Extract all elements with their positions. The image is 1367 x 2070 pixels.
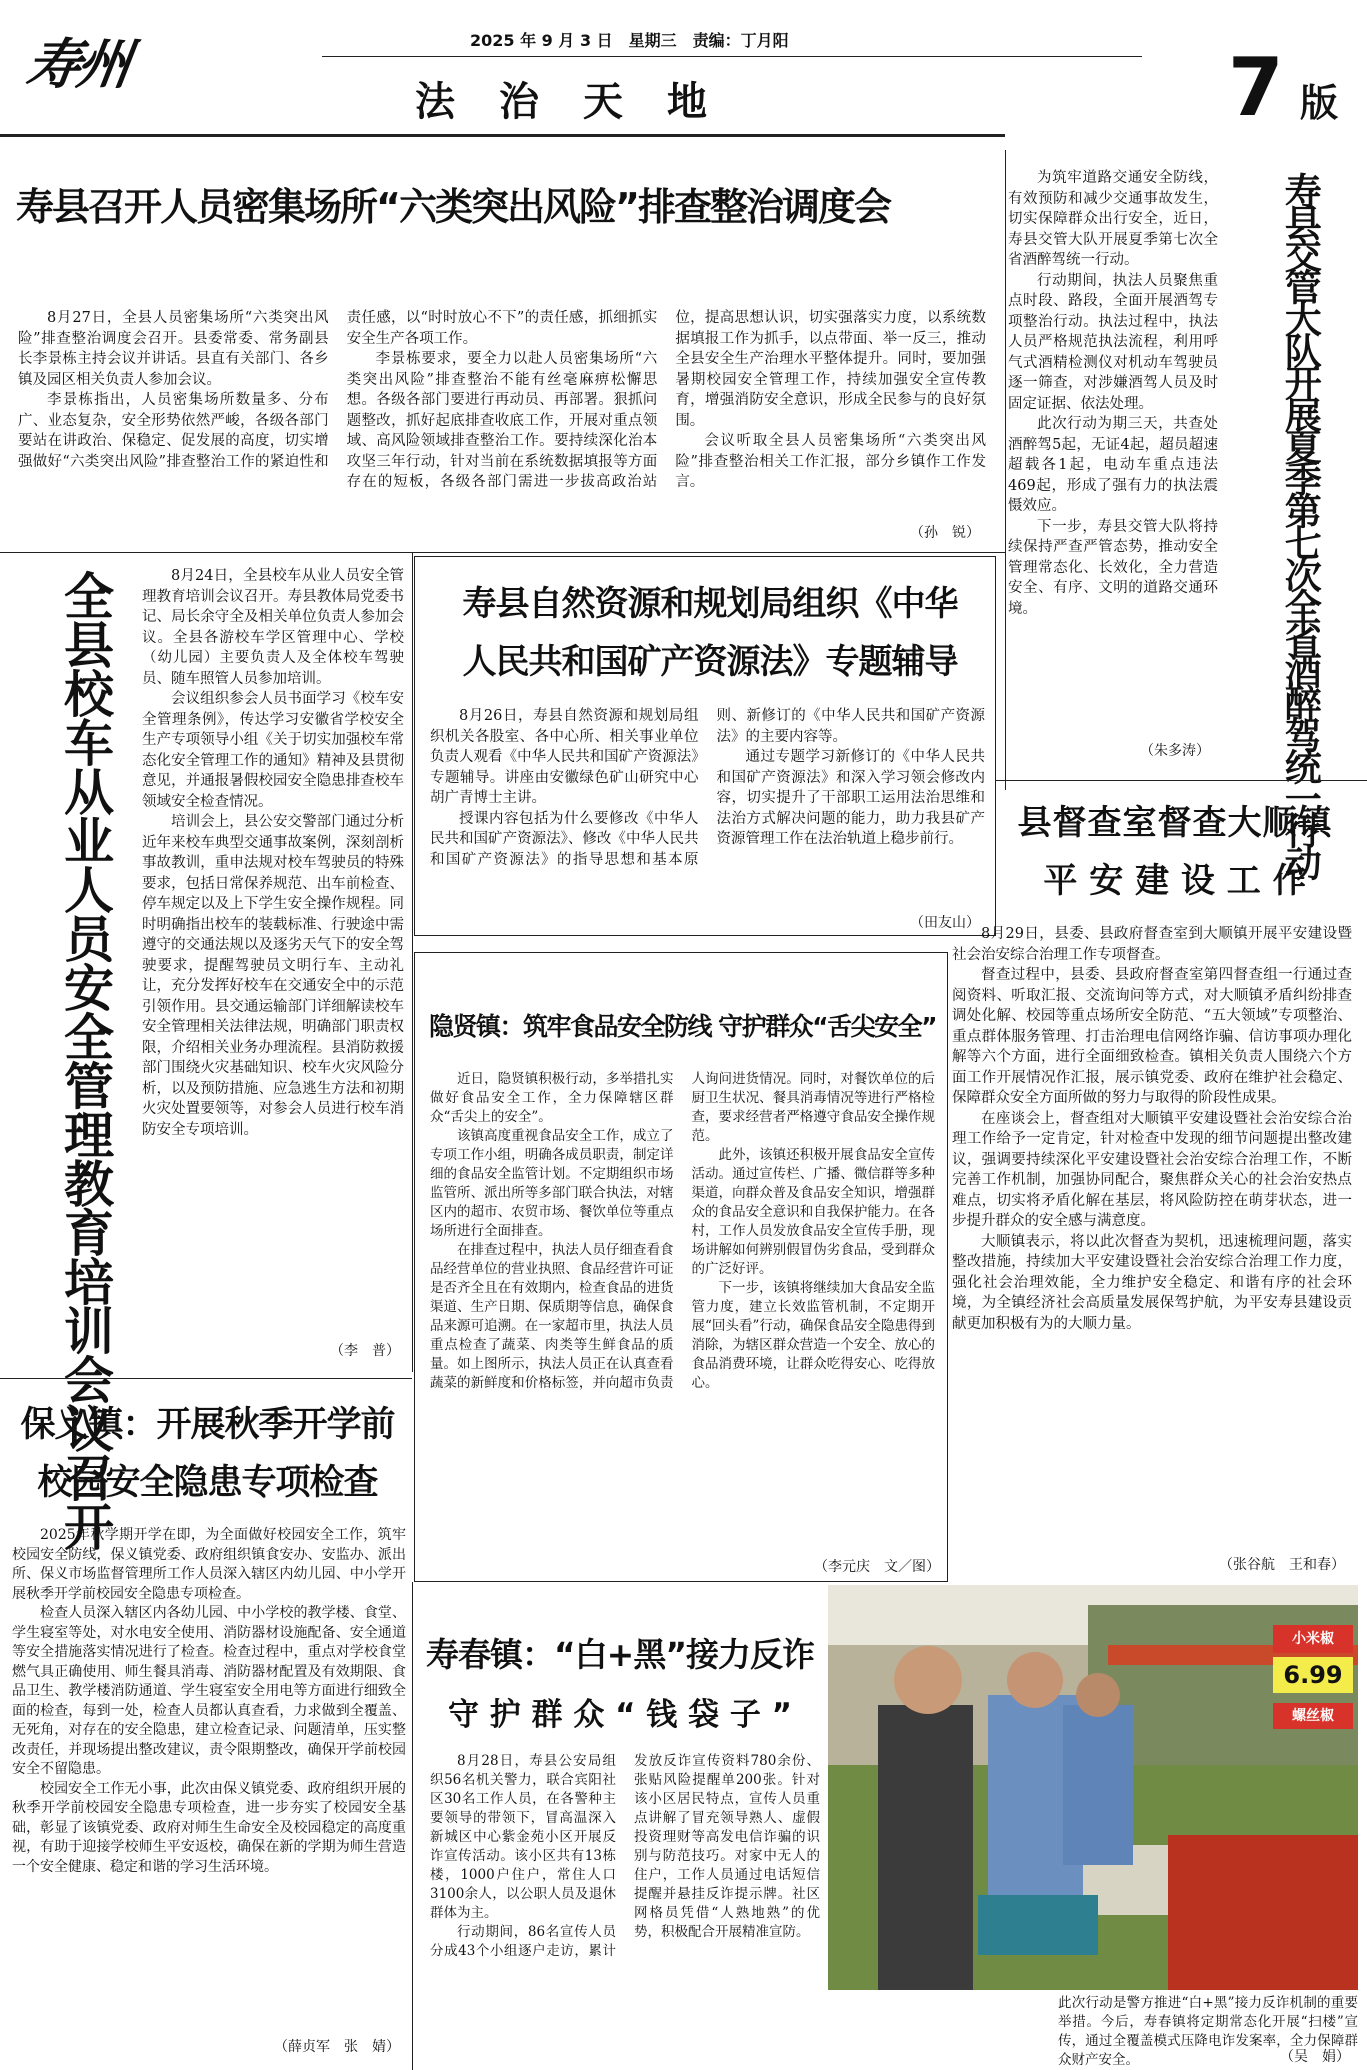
a6-para: 该镇高度重视食品安全工作，成立了专项工作小组，明确各成员职责，制定详细的食品安全监管计划。不定期组织市场监管所、派出所等多部门联合执法，对辖区内的超市、农贸市场、餐饮单位等重点场所进行全面排查。 [430,1128,674,1239]
a4-title-line1: 寿县自然资源和规划局组织《中华 [462,584,958,624]
a5-title-line1: 县督查室督查大顺镇 [1017,803,1333,843]
masthead-bottom-rule [0,134,1005,137]
a1-para: 李景栋要求，要全力以赴人员密集场所“六类突出风险”排查整治不能有丝毫麻痹松懈思想。各级各部门要进行再动员、再部署。狠抓问题整改，抓好起底排查收底工作，开展对重点领域、高风险领域排查整治工作。要持续深化治本攻坚三年行动，针对当前在系统数据填报等方面存在的短板，各级各部门需进一步拔高政治站位，提高思想认识，切实强落实力度，以系统数据填报工作为抓手，以点带面、举一反三，推动全县安全生产治理水平整体提升。同时，要加强暑期校园安全管理工作，持续加强安全宣传教育，增强消防安全意识，形成全民参与的良好氛围。 [346,310,986,490]
a3-byline: （李 普） [330,1343,400,1359]
a7-body [12,1526,406,2026]
a6-title: 隐贤镇：筑牢食品安全防线 守护群众“舌尖安全” [428,1012,937,1041]
a5-para: 大顺镇表示，将以此次督查为契机，迅速梳理问题，落实整改措施，持续加大平安建设暨社会治安综合治理工作力度，强化社会治理效能，全力维护安全稳定、和谐有序的社会环境，为全镇经济社会高质量发展保驾护航，为平安寿县建设贡献更加积极有为的大顺力量。 [952,1233,1352,1332]
a2-title-text: 寿县交管大队开展夏季第七次全省酒醉驾统一行动 [1278,172,1322,876]
a8-para: 此次行动是警方推进“白+黑”接力反诈机制的重要举措。今后，寿春镇将定期常态化开展“扫楼”宣传，通过全覆盖模式压降电诈发案率，全力保障群众财产安全。 [1058,1995,1358,2068]
price-sign-value-1: 6.99 [1283,1661,1343,1689]
a7-para: 2025年秋学期开学在即，为全面做好校园安全工作，筑牢校园安全防线，保义镇党委、政府组织镇食安办、安监办、派出所、保义市场监督管理所工作人员深入辖区内幼儿园、中小学开展秋季开学前校园安全隐患专项检查。 [12,1527,406,1602]
a2-title [1244,172,1354,876]
newspaper-logo: 寿州 [22,32,132,96]
a2-para: 此次行动为期三天，共查处酒醉驾5起，无证4起，超员超速超载各1起，电动车重点违法469起，形成了强有力的执法震慑效应。 [1008,416,1218,514]
a1-para: 会议听取全县人员密集场所“六类突出风险”排查整治相关工作汇报，部分乡镇作工作发言。 [675,433,986,490]
a5-body [952,924,1352,1549]
a7-title-line2: 校园安全隐患专项检查 [37,1463,378,1503]
a2-body [1008,168,1218,738]
a3-para: 培训会上，县公安交警部门通过分析近年来校车典型交通事故案例，深刻剖析事故教训，重申法规对校车驾驶员的特殊要求，包括日常保养规范、出车前检查、停车规定以及上下学生安全操作规程。同时明确指出校车的装载标准、行驶途中需遵守的交通法规以及逐劣天气下的安全驾驶要求，提醒驾驶员文明行车、主动礼让，充分发挥好校车在交通安全中的示范引领作用。县交通运输部门详细解读校车安全管理相关法律法规，明确部门职责权限，介绍相关业务办理流程。县消防救援部门围绕火灾基础知识、校车火灾风险分析，以及预防措施、应急逃生方法和初期火灾处置要领等，对参会人员进行校车消防安全专项培训。 [142,814,404,1138]
a6-para: 此外，该镇还积极开展食品安全宣传活动。通过宣传栏、广播、微信群等多种渠道，向群众普及食品安全知识，增强群众的食品安全意识和自我保护能力。在各村，工作人员发放食品安全宣传手册，现场讲解如何辨别假冒伪劣食品，受到群众的广泛好评。 [691,1147,935,1277]
a4-title-line2: 人民共和国矿产资源法》专题辅导 [462,642,958,682]
a6-byline: （李元庆 文／图） [814,1559,940,1575]
a2-para: 下一步，寿县交管大队将持续保持严查严管态势，推动安全管理常态化、长效化，全力营造安全、有序、文明的道路交通环境。 [1008,518,1218,617]
a1-title: 寿县召开人员密集场所“六类突出风险”排查整治调度会 [16,185,890,229]
a8-para: 8月28日，寿县公安局组织56名机关警力，联合宾阳社区30名工作人员，在各警种主要领导的带领下，冒高温深入新城区中心紫金苑小区开展反诈宣传活动。该小区共有13栋楼，1000户住户，常住人口3100余人，以公职人员及退休群体为主。 [430,1753,616,1921]
a8-title-line2: 守 护 群 众 “ 钱 袋 子 ” [447,1697,793,1733]
a2-left-rule [1005,150,1006,790]
a3-title-text: 全县校车从业人员安全管理教育培训会议召开 [56,570,114,1550]
a4-para: 授课内容包括为什么要修改《中华人民共和国矿产资源法》、修改《中华人民共和国矿产资源法》的指导思想和基本原则、新修订的《中华人民共和国矿产资源法》的主要内容等。 [430,708,985,868]
a1-bottom-rule [0,552,1005,553]
a8-title-line1: 寿春镇：“白+黑”接力反诈 [425,1635,815,1674]
a5-byline: （张谷航 王和春） [1219,1557,1345,1573]
market-photo [828,1585,1358,1990]
a1-body [18,308,986,538]
a3-para: 会议组织参会人员书面学习《校车安全管理条例》，传达学习安徽省学校安全生产专项领导小组《关于切实加强校车常态化安全管理工作的通知》精神及县贯彻意见，并通报暑假校园安全隐患排查校车领域安全检查情况。 [142,691,404,810]
a7-para: 校园安全工作无小事，此次由保义镇党委、政府组织开展的秋季开学前校园安全隐患专项检查，进一步夯实了校园安全基础，彰显了该镇党委、政府对师生生命安全及校园稳定的高度重视，有助于迎接学校师生平安返校，确保在新的学期为师生营造一个安全健康、稳定和谐的学习生活环境。 [12,1780,406,1875]
a4-byline: （田友山） [910,915,980,931]
a8-byline: （吴 娟） [1280,2049,1350,2065]
masthead-rule [322,56,1142,57]
a4-para: 8月26日，寿县自然资源和规划局组织机关各股室、各中心所、相关事业单位负责人观看《中华人民共和国矿产资源法》专题辅导。讲座由安徽绿色矿山研究中心胡广青博士主讲。 [430,708,699,806]
a2-byline: （朱多涛） [1140,743,1210,759]
a4-para: 通过专题学习新修订的《中华人民共和国矿产资源法》和深入学习领会修改内容，切实提升了干部职工运用法治思维和法治方式解决问题的能力，助力我县矿产资源管理工作在法治轨道上稳步前行。 [716,749,985,847]
price-sign-label-2: 螺丝椒 [1292,1708,1334,1724]
a4-body [430,706,985,916]
a8-para: 行动期间，86名宣传人员分成43个小组逐户走访，累计发放反诈宣传资料780余份、张贴风险提醒单200张。针对该小区居民特点，宣传人员重点讲解了冒充领导熟人、虚假投资理财等高发电信诈骗的识别与防范技巧。对家中无人的住户，工作人员通过电话短信提醒并悬挂反诈提示牌。社区网格员凭借“人熟地熟”的优势，积极配合开展精准宣防。 [430,1753,820,1959]
a7-para: 检查人员深入辖区内各幼儿园、中小学校的教学楼、食堂、学生寝室等处，对水电安全使用、消防器材设施配备、安全通道等安全措施落实情况进行了检查。检查过程中，重点对学校食堂燃气具正确使用、师生餐具消毒、消防器材配置及有效期限、食品卫生、教学楼消防通道、学生寝室安全用电等方面进行细致全面的检查，每到一处，检查人员都认真查看，力求做到全覆盖、无死角，对存在的安全隐患，建立检查记录、问题清单，压实整改责任，并现场提出整改建议，责令限期整改，确保开学前校园安全不留隐患。 [12,1605,406,1777]
a1-para: 8月27日，全县人员密集场所“六类突出风险”排查整治调度会召开。县委常委、常务副县长李景栋主持会议并讲话。县直有关部门、各乡镇及园区相关负责人参加会议。 [18,310,329,388]
price-sign-label-1: 小米椒 [1292,1631,1334,1647]
a6-para: 下一步，该镇将继续加大食品安全监管力度，建立长效监管机制，不定期开展“回头看”行动，确保食品安全隐患得到消除，为辖区群众营造一个安全、放心的食品消费环境，让群众吃得安心、吃得放心。 [691,1280,935,1391]
a3-right-rule [412,552,413,1372]
a6-para: 在排查过程中，执法人员仔细查看食品经营单位的营业执照、食品经营许可证是否齐全且在有效期内，检查食品的进货渠道、生产日期、保质期等信息，确保食品来源可追溯。在一家超市里，执法人员重点检查了蔬菜、肉类等生鲜食品的质量。如上图所示，执法人员正在认真查看蔬菜的新鲜度和价格标签，并向超市负责人询问进货情况。同时，对餐饮单位的后厨卫生状况、餐具消毒情况等进行严格检查，要求经营者严格遵守食品安全操作规范。 [430,1071,935,1391]
a6-body [430,1070,935,1550]
a8-body [430,1752,820,2057]
a5-para: 督查过程中，县委、县政府督查室第四督查组一行通过查阅资料、听取汇报、交流询问等方式，对大顺镇矛盾纠纷排查调处化解、校园等重点场所安全防范、“五大领域”专项整治、重点群体服务管理、打击治理电信网络诈骗、信访事项办理化解等六个方面，进行全面细致检查。镇相关负责人围绕六个方面工作开展情况作汇报，展示镇党委、政府在维护社会稳定、保障群众安全方面所做的努力与取得的阶段性成果。 [952,967,1352,1106]
a3-para: 8月24日，全县校车从业人员安全管理教育培训会议召开。寿县教体局党委书记、局长余守全及相关单位负责人参加会议。全县各游校车学区管理中心、学校（幼儿园）主要负责人及全体校车驾驶员、随车照管人员参加培训。 [142,568,404,687]
a5-title-line2: 平 安 建 设 工 作 [1043,861,1307,901]
a2-para: 为筑牢道路交通安全防线，有效预防和减少交通事故发生，切实保障群众出行安全，近日，寿县交管大队开展夏季第七次全省酒醉驾统一行动。 [1008,170,1218,268]
a7-title-line1: 保义镇：开展秋季开学前 [20,1405,395,1445]
a7-top-rule [0,1378,412,1379]
page-number: 7 [1228,41,1284,134]
page-unit: 版 [1300,81,1339,125]
a6-para: 近日，隐贤镇积极行动，多举措扎实做好食品安全工作，全力保障辖区群众“舌尖上的安全”。 [430,1071,674,1125]
a3-title [30,570,140,1550]
a3-body [142,566,404,1336]
a1-byline: （孙 锐） [910,525,980,541]
section-title: 法 治 天 地 [415,79,709,125]
a7-byline: （薛贞军 张 婧） [274,2039,400,2055]
a5-top-rule [996,780,1367,781]
a8-left-rule [412,1582,413,2070]
a5-para: 8月29日，县委、县政府督查室到大顺镇开展平安建设暨社会治安综合治理工作专项督查。 [952,926,1352,963]
a1-para: 李景栋指出，人员密集场所数量多、分布广、业态复杂，安全形势依然严峻，各级各部门要站在讲政治、保稳定、促发展的高度，切实增强做好“六类突出风险”排查整治工作的紧迫性和责任感，以“时时放心不下”的责任感，抓细抓实安全生产各项工作。 [18,310,658,470]
date-line: 2025 年 9 月 3 日 星期三 责编：丁月阳 [470,31,789,50]
a2-para: 行动期间，执法人员聚焦重点时段、路段，全面开展酒驾专项整治行动。执法过程中，执法人员严格规范执法流程，利用呼气式酒精检测仪对机动车驾驶员逐一筛查，对涉嫌酒驾人员及时固定证据、依法处理。 [1008,272,1218,412]
a5-para: 在座谈会上，督查组对大顺镇平安建设暨社会治安综合治理工作给予一定肯定，针对检查中发现的细节问题提出整改建议，强调要持续深化平安建设暨社会治安综合治理工作，不断完善工作机制，加强协同配合，聚焦群众关心的社会治安热点难点，切实将矛盾化解在基层，将风险防控在萌芽状态，进一步提升群众的安全感与满意度。 [952,1110,1352,1229]
